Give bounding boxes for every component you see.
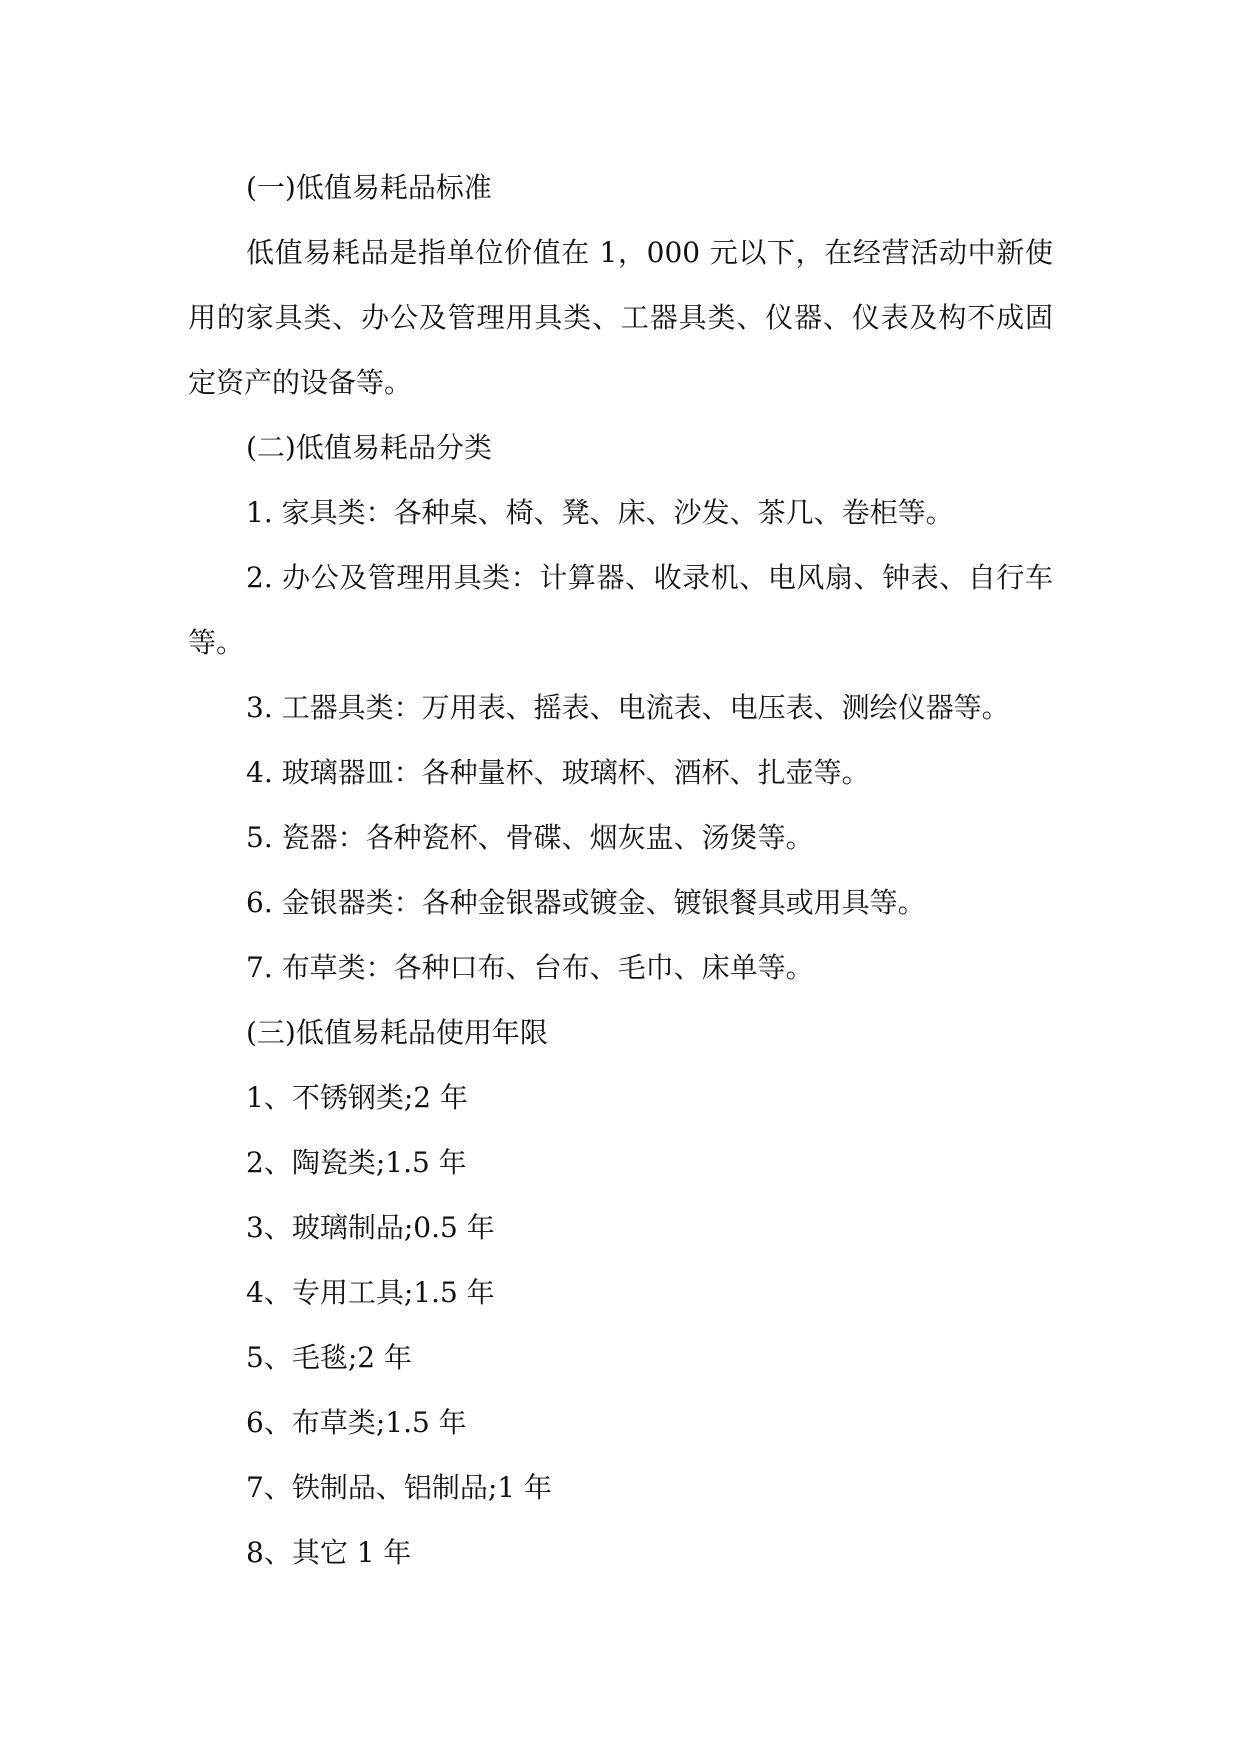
service-life-item: 3、玻璃制品;0.5 年 — [246, 1211, 495, 1244]
list-item-glassware: 4. 玻璃器皿：各种量杯、玻璃杯、酒杯、扎壶等。 — [246, 756, 870, 789]
service-life-item: 1、不锈钢类;2 年 — [246, 1081, 468, 1114]
list-item-porcelain: 5. 瓷器：各种瓷杯、骨碟、烟灰盅、汤煲等。 — [246, 821, 814, 854]
list-item-gold-silver: 6. 金银器类：各种金银器或镀金、镀银餐具或用具等。 — [246, 886, 926, 919]
list-item-tools: 3. 工器具类：万用表、摇表、电流表、电压表、测绘仪器等。 — [246, 691, 1010, 724]
list-item-linen: 7. 布草类：各种口布、台布、毛巾、床单等。 — [246, 951, 814, 984]
paragraph-standard-definition: 低值易耗品是指单位价值在 1，000 元以下，在经营活动中新使用的家具类、办公及管理用具类、工器具类、仪器、仪表及构不成固定资产的设备等。 — [188, 236, 1053, 399]
section-heading-service-life: (三)低值易耗品使用年限 — [246, 1016, 548, 1049]
section-heading-classification: (二)低值易耗品分类 — [246, 431, 492, 464]
section-heading-standard: (一)低值易耗品标准 — [246, 171, 492, 204]
service-life-item: 6、布草类;1.5 年 — [246, 1406, 467, 1439]
list-item-furniture: 1. 家具类：各种桌、椅、凳、床、沙发、茶几、卷柜等。 — [246, 496, 954, 529]
service-life-item: 8、其它 1 年 — [246, 1536, 412, 1569]
service-life-item: 5、毛毯;2 年 — [246, 1341, 412, 1374]
document-page — [188, 155, 1058, 1585]
service-life-item: 2、陶瓷类;1.5 年 — [246, 1146, 467, 1179]
service-life-item: 4、专用工具;1.5 年 — [246, 1276, 495, 1309]
list-item-office-supplies: 2. 办公及管理用具类：计算器、收录机、电风扇、钟表、自行车等。 — [188, 561, 1053, 659]
service-life-item: 7、铁制品、铝制品;1 年 — [246, 1471, 552, 1504]
